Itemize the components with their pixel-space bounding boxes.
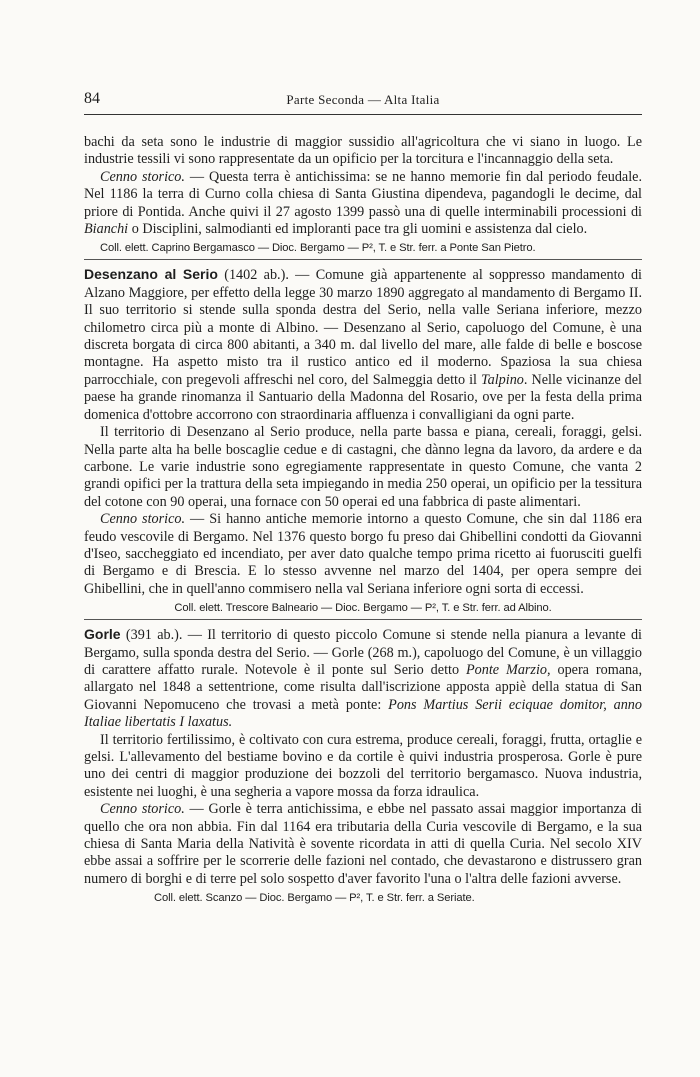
desenzano-territorio-text: Il territorio di Desenzano al Serio produce, nella parte bassa e piana, cereali, foraggi, gelsi. Nella parte alta ha belle boscaglie cedue e di castagni, che dànno legna da lavoro, da ardere e da carbone. Le varie industrie sono egregiamente rappresentate in questo Comune, che vanta 2 grandi opifici per la trattura della seta impiegando in media 250 operai, un opificio per la tessitura del cotone con 90 operai, una fornace con 50 operai ed una fabbrica di paste alimentari.	[84, 424, 642, 510]
continuation-paragraph	[84, 134, 642, 169]
desenzano-storico-text: — Si hanno antiche memorie intorno a questo Comune, che sin dal 1186 era feudo vescovile di Bergamo. Nel 1376 questo borgo fu preso dai Ghibellini condotti da Giovanni d'Iseo, saccheggiato ed incendiato, per aver dato qualche tempo prima ricetto ai fuorusciti guelfi di Bergamo e di Brescia. E lo stesso avvenne nel marzo del 1404, per opera sempre dei Ghibellini, che in quell'anno commisero nella val Seriana inferiore ogni sorta di eccessi.	[84, 511, 642, 597]
talpino-term: Talpino	[481, 371, 524, 388]
storico-label: Cenno storico.	[100, 168, 185, 185]
storico-label: Cenno storico.	[100, 801, 185, 818]
gorle-text-a: (391 ab.). — Il territorio di questo piccolo Comune si stende nella pianura a levante di Bergamo, sulla sponda destra del Serio. — Gorle (268 m.), capoluogo del Comune, è un villaggio di carattere affatto rurale. Notevole è il ponte sul Serio detto	[84, 627, 642, 678]
page-body	[84, 134, 642, 915]
gorle-paragraph-2	[84, 732, 642, 802]
ponte-marzio-term: Ponte Marzio	[465, 661, 547, 678]
desenzano-text-b: . Nelle vicinanze del paese ha grande rinomanza il Santuario della Madonna del Rosario, ove per la festa della prima domenica d'ottobre accorrono con straordinaria affluenza i convalligiani da ogni parte.	[84, 371, 642, 423]
gorle-paragraph-1	[84, 626, 642, 731]
gorle-territorio-text: Il territorio fertilissimo, è coltivato con cura estrema, produce cereali, foraggi, frutta, ortaglie e gelsi. L'allevamento del bestiame bovino e da cortile è quivi industria prosperosa. Gorle è pure uno dei centri di maggior produzione dei bozzoli del territorio bergamasco. Nuova industria, esistente nei luoghi, è una segheria a vapore mossa da forza idraulica.	[84, 731, 642, 800]
curno-storico-text-a: — Questa terra è antichissima: se ne hanno memorie fin dal periodo feudale. Nel 1186 la terra di Curno colla chiesa di Santa Giustina dipendeva, pagandogli le decime, dal priore di Pontida. Anche quivi il 27 agosto 1399 passò una di quelle interminabili processioni di	[84, 168, 643, 220]
gorle-collegio-line: Coll. elett. Scanzo — Dioc. Bergamo — P², T. e Str. ferr. a Seriate.	[154, 892, 475, 905]
curno-storico-text-b: o Disciplini, salmodianti ed imploranti pace tra gli uomini e assistenza dal cielo.	[128, 221, 588, 238]
entry-name-desenzano: Desenzano al Serio	[84, 266, 218, 283]
entry-name-gorle: Gorle	[84, 626, 121, 643]
bianchi-term: Bianchi	[84, 221, 129, 238]
curno-collegio-line: Coll. elett. Caprino Bergamasco — Dioc. Bergamo — P², T. e Str. ferr. a Ponte San Pietro.	[84, 241, 642, 260]
desenzano-collegio-line: Coll. elett. Trescore Balneario — Dioc. Bergamo — P², T. e Str. ferr. ad Albino.	[84, 601, 642, 620]
storico-label: Cenno storico.	[100, 511, 186, 528]
gorle-storico-text: — Gorle è terra antichissima, e ebbe nel passato assai maggior importanza di quello che ora non abbia. Fin dal 1164 era tributaria della Curia vescovile di Bergamo, e la sua chiesa di Santa Maria della Natività è sovente ricordata in atti di quella Curia. Nel secolo XIV ebbe assai a soffrire per le scorrerie delle fazioni nel contado, che devastarono e distrussero gran numero di borghi e di terre pel solo sospetto d'aver favorito l'una o l'altra delle fazioni avverse.	[84, 801, 642, 887]
running-title: Parte Seconda — Alta Italia	[286, 92, 440, 107]
gorle-text-b: , opera romana, allargato nel 1848 a settentrione, come risulta dall'iscrizione apposta appiè della statua di San Giovanni Nepomuceno che trovasi a metà ponte:	[84, 661, 642, 713]
continuation-text: bachi da seta sono le industrie di maggior sussidio all'agricoltura che vi siano in luogo. Le industrie tessili vi sono rappresentate da un opificio per la torcitura e l'incannaggio della seta.	[84, 134, 642, 168]
curno-storico-paragraph	[84, 169, 642, 239]
page-number: 84	[84, 90, 100, 107]
iscrizione-text: Pons Martius Serii eciquae domitor, anno Italiae libertatis I laxatus.	[84, 696, 642, 731]
desenzano-storico-paragraph	[84, 511, 642, 598]
desenzano-paragraph-2	[84, 424, 642, 511]
gorle-storico-paragraph	[84, 801, 642, 888]
page-header	[84, 90, 642, 115]
desenzano-paragraph-1	[84, 266, 642, 424]
desenzano-text-a: (1402 ab.). — Comune già appartenente al soppresso mandamento di Alzano Maggiore, per effetto della legge 30 marzo 1890 aggregato al mandamento di Bergamo II. Il suo territorio si stende sulla sponda destra del Serio, nella valle Seriana inferiore, mezzo chilometro circa più a monte di Albino. — Desenzano al Serio, capoluogo del Comune, è una discreta borgata di circa 800 abitanti, a 340 m. dal livello del mare, alle falde di belle e boscose montagne. Ha aspetto misto tra il rustico antico ed il moderno. Spaziosa la sua chiesa parrocchiale, con pregevoli affreschi nel coro, del Salmeggia detto il	[84, 267, 642, 388]
